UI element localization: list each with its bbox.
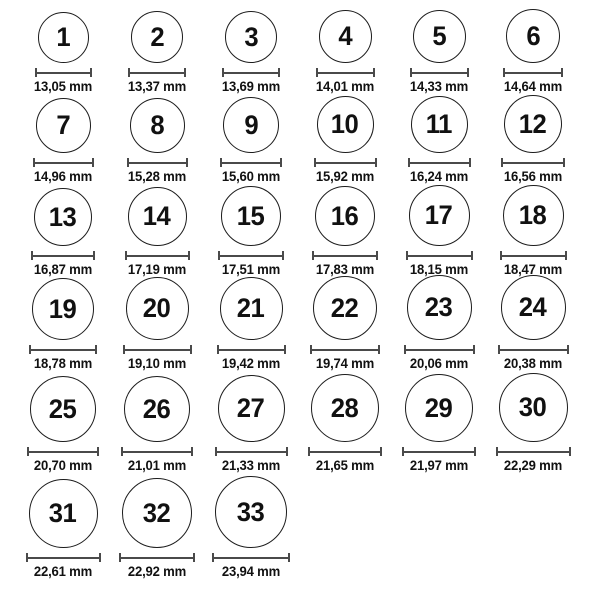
ring-size-item (486, 373, 580, 474)
ring-size-item (110, 478, 204, 580)
ring-size-item (298, 374, 392, 474)
ring-size-item (204, 11, 298, 95)
diameter-label: 22,29 mm (503, 458, 563, 473)
dimension-tick (92, 158, 94, 167)
dimension-bar (312, 255, 378, 257)
diameter-dimension-line (501, 158, 565, 167)
ring-circle (311, 374, 379, 442)
dimension-tick (375, 158, 377, 167)
ring-size-number: 8 (150, 110, 164, 140)
ring-circle (215, 476, 287, 548)
dimension-bar (220, 162, 282, 164)
ring-size-number: 27 (237, 393, 265, 423)
dimension-tick (561, 68, 563, 77)
dimension-bar (310, 349, 380, 351)
ring-size-item (486, 9, 580, 95)
dimension-tick (286, 447, 288, 456)
dimension-bar (500, 255, 567, 257)
ring-size-number: 4 (338, 21, 352, 51)
dimension-tick (99, 553, 101, 562)
ring-size-number: 22 (331, 292, 359, 323)
diameter-dimension-line (503, 68, 563, 77)
diameter-label: 22,92 mm (127, 564, 187, 579)
diameter-label: 13,69 mm (221, 79, 281, 94)
ring-circle (503, 185, 564, 246)
dimension-tick (193, 553, 195, 562)
dimension-tick (93, 251, 95, 260)
ring-size-number: 23 (425, 292, 453, 322)
diameter-dimension-line (410, 68, 469, 77)
dimension-tick (190, 345, 192, 354)
dimension-tick (474, 447, 476, 456)
ring-size-number: 11 (425, 109, 453, 139)
ring-size-item (392, 10, 486, 95)
diameter-label: 23,94 mm (221, 564, 281, 579)
dimension-bar (308, 451, 382, 453)
ring-size-number: 9 (244, 109, 258, 140)
ring-size-item (110, 277, 204, 372)
diameter-dimension-line (26, 553, 101, 562)
dimension-bar (121, 451, 193, 453)
ring-circle (409, 185, 470, 246)
ring-circle (221, 186, 281, 246)
dimension-tick (97, 447, 99, 456)
dimension-tick (380, 447, 382, 456)
ring-size-number: 20 (143, 293, 171, 323)
dimension-tick (378, 345, 380, 354)
diameter-dimension-line (406, 251, 473, 260)
ring-size-item (110, 11, 204, 95)
ring-size-number: 28 (331, 392, 359, 423)
ring-circle (131, 11, 183, 63)
dimension-bar (125, 255, 190, 257)
ring-size-item (392, 275, 486, 372)
dimension-bar (222, 72, 280, 74)
dimension-tick (188, 251, 190, 260)
diameter-label: 17,83 mm (315, 262, 375, 277)
ring-size-number: 3 (244, 21, 258, 52)
dimension-bar (314, 162, 377, 164)
dimension-bar (410, 72, 469, 74)
diameter-label: 22,61 mm (33, 564, 93, 579)
diameter-label: 16,56 mm (503, 169, 563, 184)
diameter-label: 20,06 mm (409, 356, 469, 371)
ring-circle (30, 376, 96, 442)
dimension-bar (218, 255, 284, 257)
diameter-label: 13,37 mm (127, 79, 187, 94)
ring-circle (128, 187, 187, 246)
ring-size-number: 30 (519, 392, 547, 422)
dimension-bar (123, 349, 192, 351)
diameter-dimension-line (222, 68, 280, 77)
ring-size-item (110, 376, 204, 474)
dimension-tick (469, 158, 471, 167)
diameter-label: 21,01 mm (127, 458, 187, 473)
diameter-dimension-line (33, 158, 94, 167)
diameter-label: 14,01 mm (315, 79, 375, 94)
ring-size-number: 19 (49, 293, 77, 324)
diameter-dimension-line (316, 68, 375, 77)
diameter-label: 18,78 mm (33, 356, 93, 371)
ring-circle (313, 276, 377, 340)
dimension-tick (471, 251, 473, 260)
ring-size-item (110, 98, 204, 185)
ring-circle (38, 12, 89, 63)
ring-circle (122, 478, 192, 548)
dimension-tick (288, 553, 290, 562)
dimension-bar (406, 255, 473, 257)
ring-size-number: 15 (237, 200, 265, 231)
diameter-label: 20,70 mm (33, 458, 93, 473)
ring-size-item (392, 96, 486, 185)
chart-row (16, 474, 600, 580)
dimension-tick (373, 68, 375, 77)
diameter-dimension-line (220, 158, 282, 167)
ring-size-item (16, 278, 110, 372)
dimension-tick (186, 158, 188, 167)
diameter-dimension-line (121, 447, 193, 456)
diameter-label: 14,33 mm (409, 79, 469, 94)
ring-size-number: 33 (237, 496, 265, 527)
dimension-bar (501, 162, 565, 164)
diameter-dimension-line (496, 447, 571, 456)
ring-size-number: 17 (425, 200, 453, 230)
ring-circle (411, 96, 468, 153)
ring-circle (220, 277, 283, 340)
diameter-label: 18,15 mm (409, 262, 469, 277)
diameter-dimension-line (310, 345, 380, 354)
dimension-tick (191, 447, 193, 456)
ring-size-number: 12 (519, 108, 547, 139)
diameter-dimension-line (31, 251, 95, 260)
dimension-bar (127, 162, 188, 164)
diameter-dimension-line (408, 158, 471, 167)
ring-size-item (298, 96, 392, 185)
ring-circle (319, 10, 372, 63)
dimension-bar (402, 451, 476, 453)
ring-circle (413, 10, 466, 63)
ring-size-item (298, 276, 392, 372)
dimension-tick (473, 345, 475, 354)
dimension-bar (496, 451, 571, 453)
dimension-tick (565, 251, 567, 260)
ring-circle (225, 11, 277, 63)
diameter-label: 21,65 mm (315, 458, 375, 473)
diameter-dimension-line (212, 553, 290, 562)
diameter-dimension-line (35, 68, 92, 77)
diameter-dimension-line (123, 345, 192, 354)
chart-row (16, 372, 600, 474)
dimension-bar (27, 451, 99, 453)
ring-circle (32, 278, 94, 340)
ring-size-item (486, 185, 580, 278)
ring-size-item (298, 10, 392, 95)
dimension-tick (567, 345, 569, 354)
diameter-label: 16,87 mm (33, 262, 93, 277)
diameter-dimension-line (119, 553, 195, 562)
diameter-dimension-line (498, 345, 569, 354)
dimension-bar (408, 162, 471, 164)
ring-circle (124, 376, 190, 442)
diameter-label: 15,28 mm (127, 169, 187, 184)
ring-circle (499, 373, 568, 442)
diameter-label: 13,05 mm (33, 79, 93, 94)
diameter-dimension-line (27, 447, 99, 456)
ring-size-item (486, 95, 580, 185)
ring-size-number: 29 (425, 392, 453, 423)
dimension-bar (26, 557, 101, 559)
dimension-bar (31, 255, 95, 257)
dimension-bar (128, 72, 186, 74)
chart-row (16, 0, 600, 95)
diameter-label: 19,10 mm (127, 356, 187, 371)
ring-size-item (16, 98, 110, 185)
ring-circle (405, 374, 473, 442)
ring-size-item (204, 97, 298, 185)
ring-circle (223, 97, 279, 153)
ring-circle (504, 95, 562, 153)
ring-size-item (110, 187, 204, 278)
dimension-tick (184, 68, 186, 77)
dimension-tick (282, 251, 284, 260)
diameter-label: 19,74 mm (315, 356, 375, 371)
ring-size-number: 13 (49, 201, 77, 232)
ring-size-item (16, 479, 110, 580)
diameter-label: 17,51 mm (221, 262, 281, 277)
ring-circle (506, 9, 560, 63)
dimension-bar (33, 162, 94, 164)
ring-size-number: 6 (526, 20, 540, 51)
dimension-bar (119, 557, 195, 559)
diameter-dimension-line (404, 345, 475, 354)
diameter-dimension-line (128, 68, 186, 77)
ring-size-item (486, 275, 580, 372)
ring-size-number: 2 (150, 21, 164, 52)
diameter-dimension-line (218, 251, 284, 260)
ring-size-number: 31 (49, 498, 77, 528)
ring-size-item (204, 476, 298, 580)
ring-size-number: 18 (519, 200, 547, 230)
ring-size-number: 24 (519, 292, 547, 322)
ring-size-number: 7 (56, 110, 70, 140)
ring-circle (34, 188, 92, 246)
dimension-tick (95, 345, 97, 354)
ring-circle (36, 98, 91, 153)
dimension-tick (563, 158, 565, 167)
ring-size-item (16, 12, 110, 95)
ring-size-number: 1 (56, 22, 70, 52)
diameter-dimension-line (215, 447, 288, 456)
diameter-dimension-line (402, 447, 476, 456)
dimension-tick (376, 251, 378, 260)
ring-size-item (204, 277, 298, 372)
ring-size-number: 5 (432, 21, 446, 51)
ring-circle (29, 479, 98, 548)
ring-size-item (16, 188, 110, 278)
dimension-tick (280, 158, 282, 167)
dimension-bar (316, 72, 375, 74)
dimension-tick (569, 447, 571, 456)
dimension-bar (212, 557, 290, 559)
ring-circle (315, 186, 375, 246)
ring-circle (126, 277, 189, 340)
ring-circle (130, 98, 185, 153)
ring-size-item (298, 186, 392, 278)
diameter-label: 17,19 mm (127, 262, 187, 277)
ring-circle (501, 275, 566, 340)
diameter-label: 20,38 mm (503, 356, 563, 371)
ring-size-number: 26 (143, 393, 171, 424)
diameter-dimension-line (125, 251, 190, 260)
dimension-tick (467, 68, 469, 77)
diameter-dimension-line (308, 447, 382, 456)
ring-size-item (204, 186, 298, 278)
ring-circle (317, 96, 374, 153)
ring-size-number: 21 (237, 293, 265, 323)
diameter-label: 19,42 mm (221, 356, 281, 371)
dimension-tick (90, 68, 92, 77)
ring-size-item (16, 376, 110, 474)
dimension-bar (29, 349, 97, 351)
ring-size-number: 16 (331, 200, 359, 231)
ring-size-item (204, 375, 298, 474)
ring-size-item (392, 374, 486, 474)
diameter-label: 14,96 mm (33, 169, 93, 184)
diameter-label: 15,60 mm (221, 169, 281, 184)
dimension-bar (503, 72, 563, 74)
dimension-bar (404, 349, 475, 351)
diameter-label: 15,92 mm (315, 169, 375, 184)
diameter-dimension-line (314, 158, 377, 167)
diameter-label: 21,97 mm (409, 458, 469, 473)
ring-size-number: 14 (143, 201, 171, 231)
diameter-dimension-line (500, 251, 567, 260)
diameter-label: 18,47 mm (503, 262, 563, 277)
dimension-tick (284, 345, 286, 354)
diameter-label: 14,64 mm (503, 79, 563, 94)
chart-row (16, 185, 600, 278)
diameter-dimension-line (217, 345, 286, 354)
diameter-label: 16,24 mm (409, 169, 469, 184)
ring-size-number: 32 (143, 497, 171, 528)
chart-row (16, 95, 600, 185)
chart-row (16, 278, 600, 372)
dimension-tick (278, 68, 280, 77)
ring-size-number: 25 (49, 393, 77, 424)
ring-circle (407, 275, 472, 340)
ring-size-number: 10 (331, 109, 359, 139)
diameter-dimension-line (127, 158, 188, 167)
dimension-bar (498, 349, 569, 351)
ring-circle (218, 375, 285, 442)
diameter-dimension-line (312, 251, 378, 260)
diameter-dimension-line (29, 345, 97, 354)
dimension-bar (217, 349, 286, 351)
diameter-label: 21,33 mm (221, 458, 281, 473)
dimension-bar (215, 451, 288, 453)
dimension-bar (35, 72, 92, 74)
ring-size-item (392, 185, 486, 278)
